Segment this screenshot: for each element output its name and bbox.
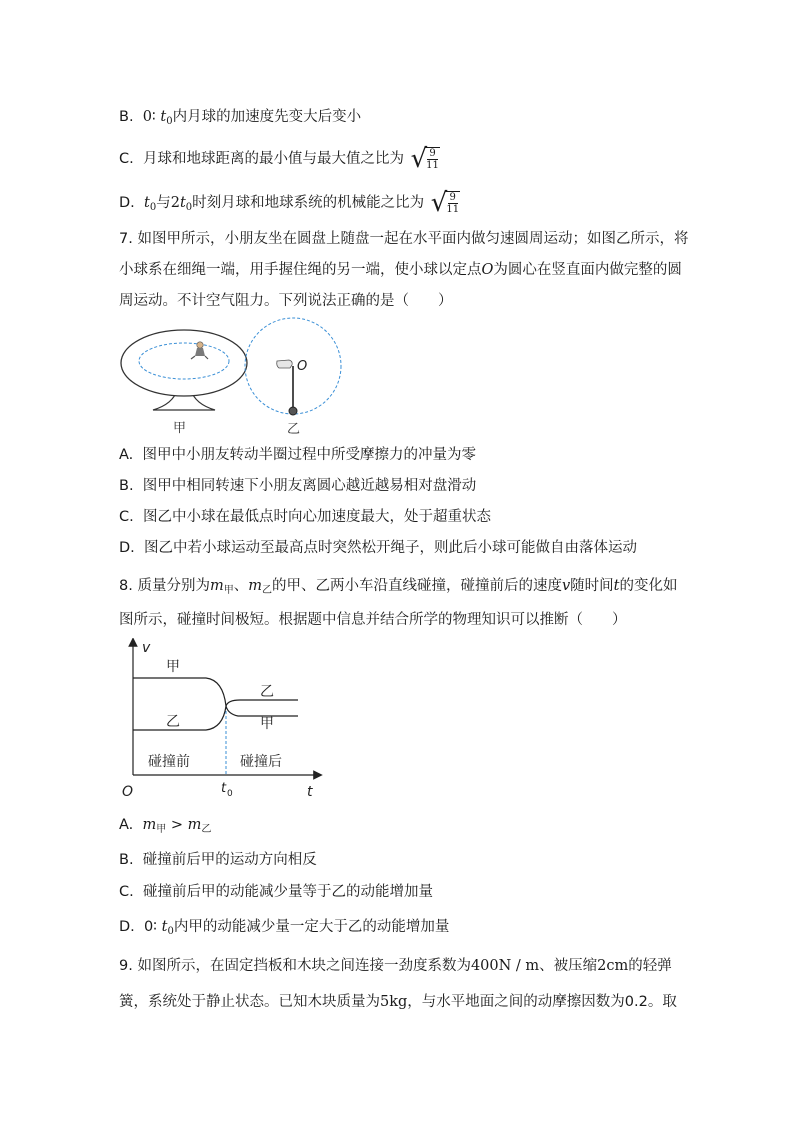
- sqrt-fraction: √ $\frac{9}{11}$: [410, 144, 439, 174]
- q9-stem-line2: 簧，系统处于静止状态。已知木块质量为5kg，与水平地面之间的动摩擦因数为0.2。取: [119, 994, 677, 1010]
- q6-option-d: D. $t_0$与$2t_0$时刻月球和地球系统的机械能之比为 √ $\frac{9}{11}$: [119, 188, 460, 218]
- label-yi-before: 乙: [166, 714, 180, 730]
- q7-option-a: A. 图甲中小朋友转动半圈过程中所受摩擦力的冲量为零: [119, 447, 476, 463]
- q7-stem-line3: 周运动。不计空气阻力。下列说法正确的是（ ）: [119, 293, 453, 309]
- q7-option-c: C. 图乙中小球在最低点时向心加速度最大，处于超重状态: [119, 509, 491, 525]
- q7-stem-line2: 小球系在细绳一端，用手握住绳的另一端，使小球以定点O为圆心在竖直面内做完整的圆: [119, 262, 682, 278]
- q8-option-c: C. 碰撞前后甲的动能减少量等于乙的动能增加量: [119, 884, 433, 900]
- label-after: 碰撞后: [240, 754, 282, 770]
- q8-stem-line1: 8. 质量分别为$m_甲$、$m_乙$的甲、乙两小车沿直线碰撞，碰撞前后的速度v随时间t的变化如: [119, 578, 678, 596]
- y-axis-label: v: [142, 640, 151, 656]
- center-o-label: O: [297, 359, 308, 374]
- q8-option-a: A. $m_甲 > m_乙$: [119, 817, 212, 835]
- svg-text:0: 0: [227, 789, 233, 799]
- q8-stem-line2: 图所示，碰撞时间极短。根据题中信息并结合所学的物理知识可以推断（ ）: [119, 612, 627, 628]
- q7-figure: [115, 316, 355, 438]
- q7-option-d: D. 图乙中若小球运动至最高点时突然松开绳子，则此后小球可能做自由落体运动: [119, 540, 637, 556]
- q8-option-d: D. 0∶ $t_0$内甲的动能减少量一定大于乙的动能增加量: [119, 919, 450, 937]
- q6-option-b: B. 0∶ $t_0$内月球的加速度先变大后变小: [119, 109, 362, 127]
- label-jia-after: 甲: [260, 716, 274, 732]
- ball-icon: [289, 407, 297, 415]
- q8-option-b: B. 碰撞前后甲的运动方向相反: [119, 852, 317, 868]
- label-before: 碰撞前: [148, 754, 190, 770]
- label-yi-after: 乙: [260, 684, 274, 700]
- x-axis-label: t: [307, 784, 313, 800]
- q6-option-c: C. 月球和地球距离的最小值与最大值之比为 √ $\frac{9}{11}$: [119, 144, 439, 174]
- fig-label-jia: 甲: [173, 421, 187, 436]
- q7-stem-line1: 7. 如图甲所示，小朋友坐在圆盘上随盘一起在水平面内做匀速圆周运动；如图乙所示，将: [119, 231, 689, 247]
- turntable-figure: [121, 330, 247, 436]
- label-jia-before: 甲: [166, 659, 180, 675]
- svg-text:t: t: [221, 781, 227, 796]
- fig-label-yi: 乙: [287, 422, 301, 437]
- t0-label: [221, 781, 233, 799]
- origin-label: O: [122, 784, 134, 800]
- q7-option-b: B. 图甲中相同转速下小朋友离圆心越近越易相对盘滑动: [119, 478, 477, 494]
- vertical-circle-figure: [245, 318, 341, 437]
- sqrt-fraction: √ $\frac{9}{11}$: [430, 188, 460, 218]
- hand-icon: [277, 360, 292, 368]
- q9-stem-line1: 9. 如图所示，在固定挡板和木块之间连接一劲度系数为400N / m、被压缩2cm的轻弹: [119, 958, 672, 974]
- q8-vt-graph: [118, 638, 328, 804]
